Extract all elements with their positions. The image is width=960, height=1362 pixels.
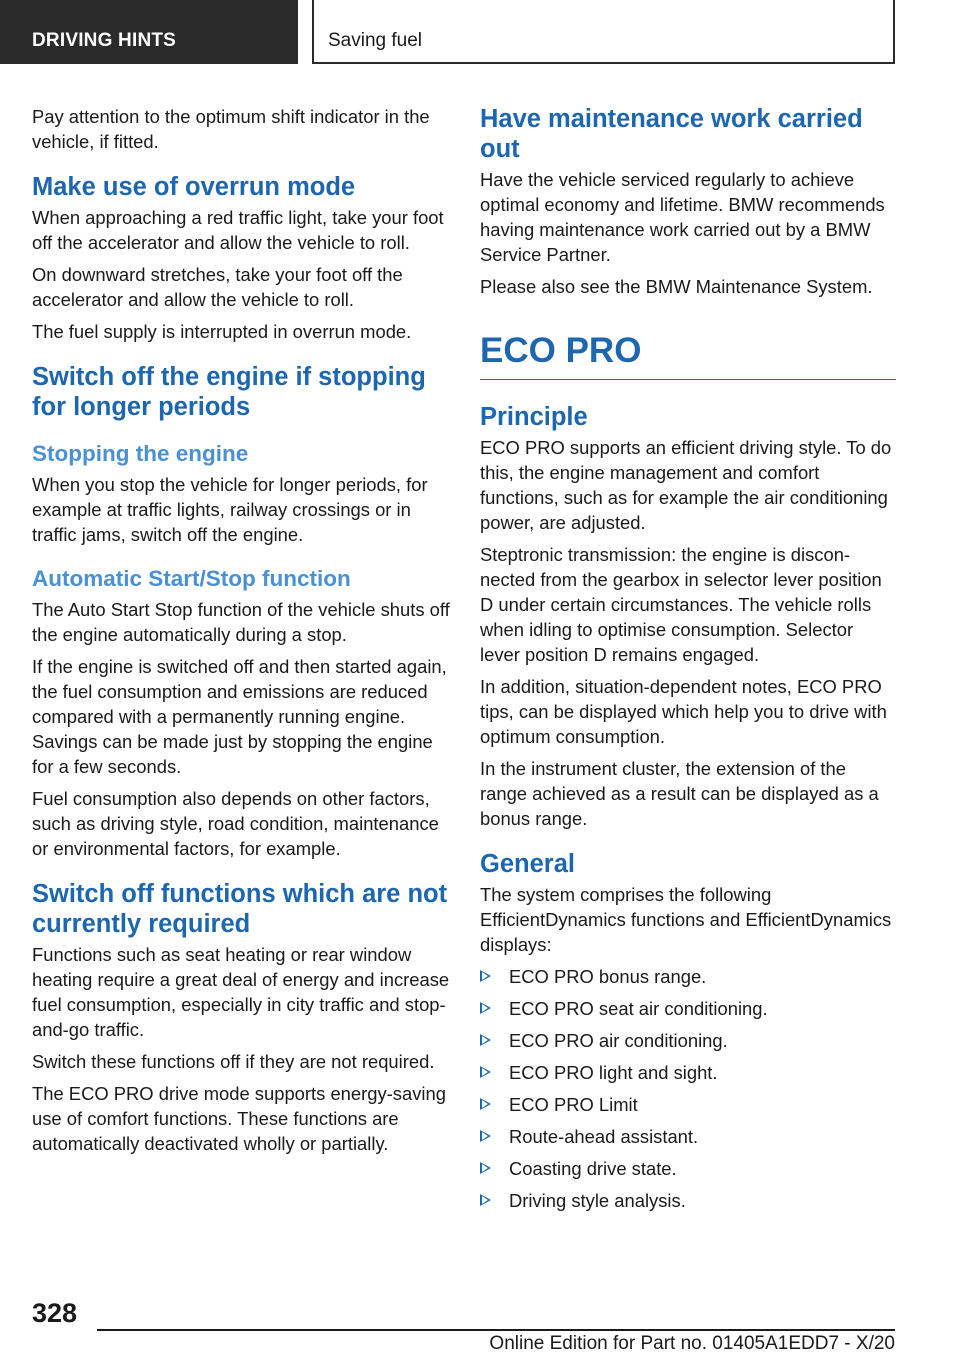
list-item — [480, 1028, 896, 1053]
list-item-text: Route-ahead assistant. — [509, 1126, 699, 1147]
autostart-paragraph-2: If the engine is switched off and then started again, the fuel consumption and emissions are reduced compared with a permanently running engine. Savings can be made just by stopping the engine for a few seconds. — [32, 656, 447, 777]
footer-edition: Online Edition for Part no. 01405A1EDD7 - X/20 — [489, 1333, 895, 1354]
principle-paragraph-4: In the instrument cluster, the extension of the range achieved as a result can be displayed as a bonus range. — [480, 758, 879, 829]
subheading-auto-start-stop: Automatic Start/Stop function — [32, 566, 351, 591]
subheading-stopping-engine: Stopping the engine — [32, 441, 249, 466]
functions-paragraph-3: The ECO PRO drive mode supports energy-saving use of comfort functions. These functions are automatically deactivated wholly or partially. — [32, 1083, 446, 1154]
overrun-paragraph-2: On downward stretches, take your foot off the accelerator and allow the vehicle to roll. — [32, 264, 403, 310]
list-item-text: ECO PRO Limit — [509, 1094, 638, 1115]
efficientdynamics-list — [480, 964, 896, 1213]
triangle-bullet-icon — [480, 1194, 491, 1206]
list-item — [480, 1092, 896, 1117]
functions-paragraph-2: Switch these functions off if they are not required. — [32, 1051, 435, 1072]
heading-general: General — [480, 850, 575, 878]
heading-maintenance: Have maintenance work carried out — [480, 105, 863, 163]
list-item-text: Coasting drive state. — [509, 1158, 677, 1179]
functions-paragraph-1: Functions such as seat heating or rear window heating require a great deal of energy and increase fuel consumption, especially in city traffic and stop-and-go traffic. — [32, 944, 450, 1040]
heading-overrun-mode: Make use of overrun mode — [32, 173, 356, 201]
list-item-text: ECO PRO bonus range. — [509, 966, 707, 987]
maintenance-paragraph-2: Please also see the BMW Maintenance System. — [480, 276, 873, 297]
left-column — [32, 104, 450, 1163]
triangle-bullet-icon — [480, 1130, 491, 1142]
principle-paragraph-2: Steptronic transmission: the engine is disconnected from the gearbox in selector lever position D under certain circumstances. The vehicle rolls when idling to optimise consumption. Selector lever position D remains engaged. — [480, 544, 882, 665]
section-header-tab — [0, 0, 298, 64]
triangle-bullet-icon — [480, 1162, 491, 1174]
triangle-bullet-icon — [480, 1034, 491, 1046]
list-item-text: Driving style analysis. — [509, 1190, 686, 1211]
right-column — [480, 104, 896, 1220]
list-item — [480, 964, 896, 989]
overrun-paragraph-3: The fuel supply is interrupted in overrun mode. — [32, 321, 412, 342]
footer-divider — [97, 1329, 895, 1331]
topic-title: Saving fuel — [328, 30, 423, 51]
triangle-bullet-icon — [480, 1098, 491, 1110]
principle-paragraph-1: ECO PRO supports an efficient driving style. To do this, the engine management and comfort functions, such as for example the air conditioning power, are adjusted. — [480, 437, 892, 533]
stopping-paragraph: When you stop the vehicle for longer periods, for example at traffic lights, railway crossings or in traffic jams, switch off the engine. — [32, 474, 428, 545]
heading-switch-off-engine: Switch off the engine if stopping for longer periods — [32, 363, 426, 421]
maintenance-paragraph-1: Have the vehicle serviced regularly to achieve optimal economy and lifetime. BMW recommends having maintenance work carried out by a BMW Service Partner. — [480, 169, 885, 265]
list-item-text: ECO PRO light and sight. — [509, 1062, 718, 1083]
list-item-text: ECO PRO seat air conditioning. — [509, 998, 768, 1019]
autostart-paragraph-3: Fuel consumption also depends on other factors, such as driving style, road condition, maintenance or environmental factors, for example. — [32, 788, 439, 859]
overrun-paragraph-1: When approaching a red traffic light, take your foot off the accelerator and allow the vehicle to roll. — [32, 207, 444, 253]
triangle-bullet-icon — [480, 1002, 491, 1014]
heading-switch-off-functions: Switch off functions which are not currently required — [32, 880, 448, 938]
list-item — [480, 1156, 896, 1181]
list-item — [480, 1124, 896, 1149]
page-number: 328 — [32, 1298, 78, 1328]
triangle-bullet-icon — [480, 970, 491, 982]
triangle-bullet-icon — [480, 1066, 491, 1078]
list-item — [480, 1060, 896, 1085]
autostart-paragraph-1: The Auto Start Stop function of the vehicle shuts off the engine automatically during a stop. — [32, 599, 450, 645]
list-item-text: ECO PRO air conditioning. — [509, 1030, 728, 1051]
section-title: DRIVING HINTS — [32, 30, 177, 51]
heading-principle: Principle — [480, 403, 588, 431]
topic-header-tab — [312, 0, 895, 64]
general-paragraph: The system comprises the following EfficientDynamics functions and EfficientDynamics displays: — [480, 884, 892, 955]
list-item — [480, 996, 896, 1021]
list-item — [480, 1188, 896, 1213]
principle-paragraph-3: In addition, situation-dependent notes, ECO PRO tips, can be displayed which help you to drive with optimum consumption. — [480, 676, 887, 747]
intro-paragraph: Pay attention to the optimum shift indicator in the vehicle, if fitted. — [32, 106, 430, 152]
chapter-heading-eco-pro: ECO PRO — [480, 329, 896, 380]
